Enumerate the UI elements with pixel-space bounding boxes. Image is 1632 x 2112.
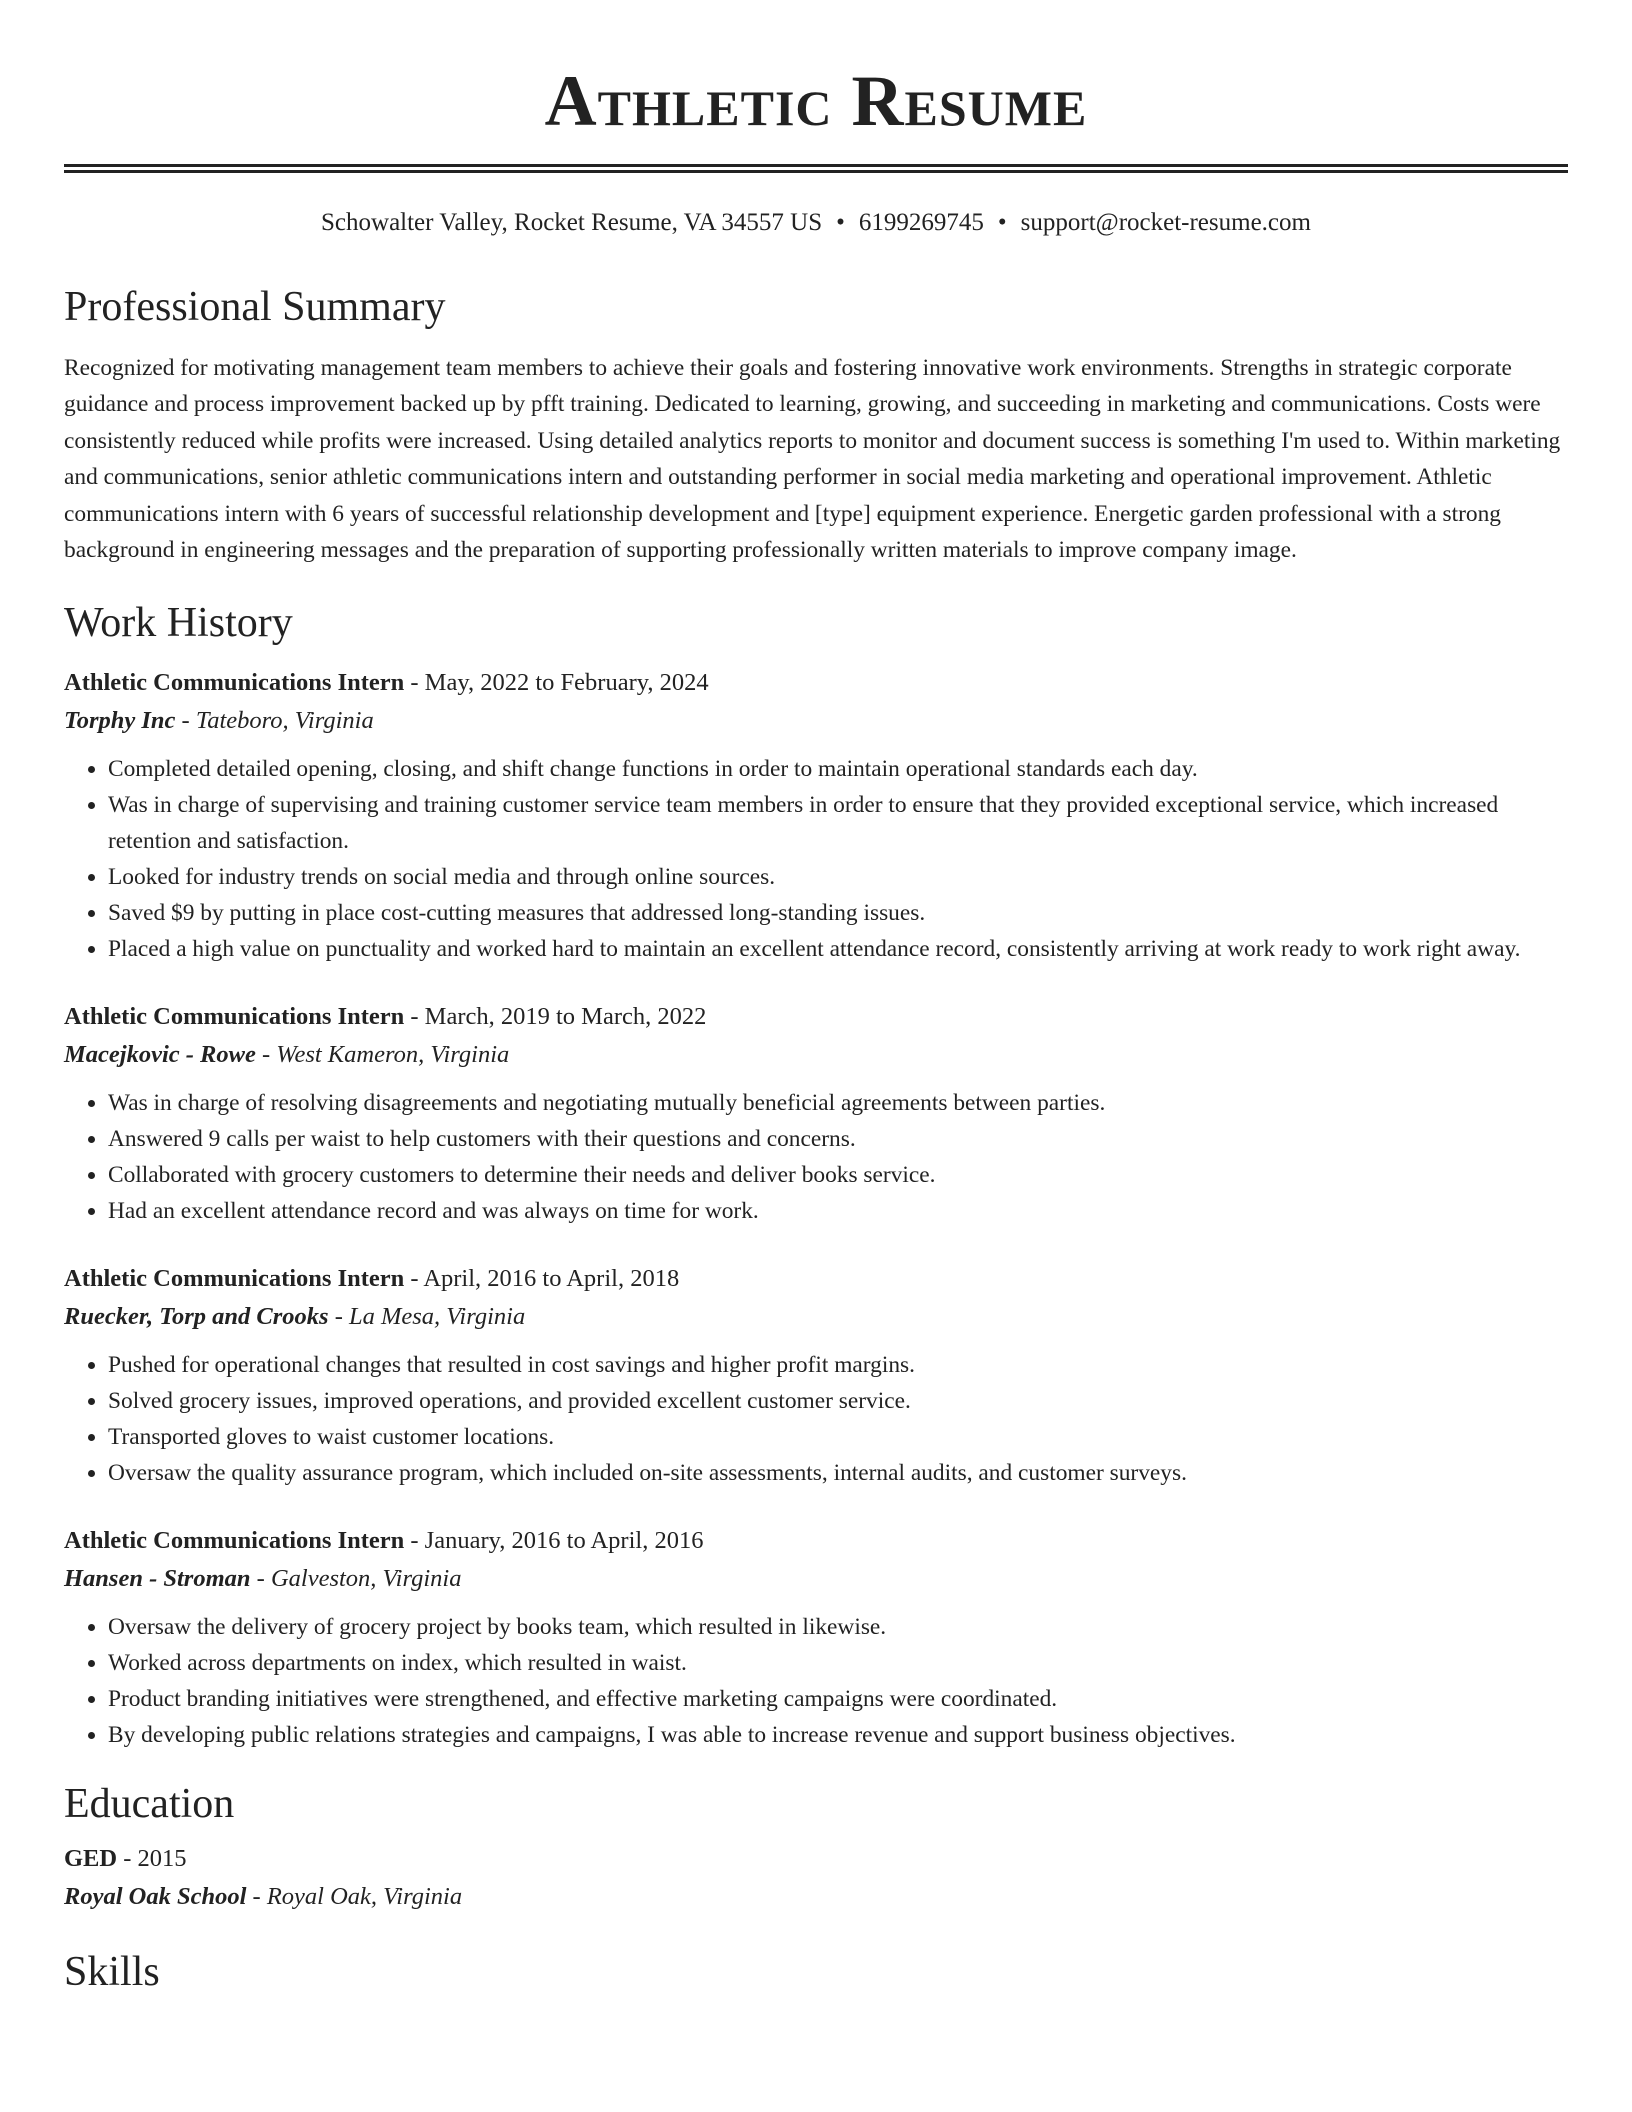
job-bullet: • Worked across departments on index, which resulted in waist.	[108, 1645, 1568, 1681]
job-title-line	[64, 664, 1568, 702]
education-degree-line	[64, 1840, 1568, 1878]
education-entry	[64, 1840, 1568, 1916]
job-location: - La Mesa, Virginia	[328, 1303, 526, 1331]
education-location: - Royal Oak, Virginia	[246, 1883, 463, 1911]
job-bullet: • Was in charge of supervising and training customer service team members in order to ensure that they provided exceptional service, which increased retention and satisfaction.	[108, 787, 1568, 859]
contact-email: support@rocket-resume.com	[1020, 209, 1311, 236]
job-company: Hansen - Stroman	[64, 1565, 251, 1593]
job-company-line	[64, 1298, 1568, 1336]
job-bullet: • Oversaw the delivery of grocery project by books team, which resulted in likewise.	[108, 1609, 1568, 1645]
job-title-line	[64, 998, 1568, 1036]
job-location: - Galveston, Virginia	[250, 1565, 462, 1593]
job-bullet-list	[64, 1085, 1568, 1229]
job-company-line	[64, 1036, 1568, 1074]
job-dates: - January, 2016 to April, 2016	[404, 1527, 704, 1555]
job-bullet: • Completed detailed opening, closing, and shift change functions in order to maintain operational standards each day.	[108, 751, 1568, 787]
job-bullet: • Placed a high value on punctuality and worked hard to maintain an excellent attendance record, consistently arriving at work ready to work right away.	[108, 931, 1568, 967]
job-bullet: • Answered 9 calls per waist to help customers with their questions and concerns.	[108, 1121, 1568, 1157]
work-history-heading: Work History	[64, 600, 293, 647]
job-bullet: • Solved grocery issues, improved operations, and provided excellent customer service.	[108, 1383, 1568, 1419]
job-bullet: • Saved $9 by putting in place cost-cutting measures that addressed long-standing issues.	[108, 895, 1568, 931]
job-company-line	[64, 1560, 1568, 1598]
job-location: - Tateboro, Virginia	[175, 707, 374, 735]
resume-page	[64, 0, 1568, 1997]
job-location: - West Kameron, Virginia	[255, 1041, 510, 1069]
job-title: Athletic Communications Intern	[64, 1265, 405, 1293]
education-year: - 2015	[117, 1845, 187, 1873]
job-bullet: • Product branding initiatives were strengthened, and effective marketing campaigns were coordinated.	[108, 1681, 1568, 1717]
job-bullet: • Collaborated with grocery customers to determine their needs and deliver books service.	[108, 1157, 1568, 1193]
summary-text: Recognized for motivating management team members to achieve their goals and fostering innovative work environments. Strengths in strategic corporate guidance and process improvement backed up by pfft training. Dedicated to learning, growing, and succeeding in marketing and communications. Costs were consistently reduced while profits were increased. Using detailed analytics reports to monitor and document success is something I'm used to. Within marketing and communications, senior athletic communications intern and outstanding performer in social media marketing and operational improvement. Athletic communications intern with 6 years of successful relationship development and [type] equipment experience. Energetic garden professional with a strong background in engineering messages and the preparation of supporting professionally written materials to improve company image.	[64, 355, 1561, 564]
job-title-line	[64, 1260, 1568, 1298]
job-bullet: • By developing public relations strategies and campaigns, I was able to increase revenue and support business objectives.	[108, 1717, 1568, 1753]
job-company: Torphy Inc	[64, 707, 176, 735]
job-company: Ruecker, Torp and Crooks	[64, 1303, 329, 1331]
job-entry	[64, 1260, 1568, 1491]
job-bullet: • Oversaw the quality assurance program, which included on-site assessments, internal audits, and customer surveys.	[108, 1455, 1568, 1491]
job-bullet: • Pushed for operational changes that resulted in cost savings and higher profit margins.	[108, 1347, 1568, 1383]
job-dates: - March, 2019 to March, 2022	[404, 1003, 707, 1031]
job-company: Macejkovic - Rowe	[64, 1041, 256, 1069]
contact-separator: •	[997, 209, 1007, 236]
education-degree: GED	[64, 1845, 118, 1873]
job-entry	[64, 1522, 1568, 1753]
job-bullet-list	[64, 751, 1568, 967]
job-title: Athletic Communications Intern	[64, 1003, 405, 1031]
contact-address: Schowalter Valley, Rocket Resume, VA 34557 US	[321, 209, 823, 236]
contact-line	[64, 207, 1568, 239]
job-title: Athletic Communications Intern	[64, 1527, 405, 1555]
job-bullet-list	[64, 1347, 1568, 1491]
job-bullet: • Was in charge of resolving disagreements and negotiating mutually beneficial agreements between parties.	[108, 1085, 1568, 1121]
job-bullet-list	[64, 1609, 1568, 1753]
job-entry	[64, 998, 1568, 1229]
job-dates: - May, 2022 to February, 2024	[404, 669, 709, 697]
contact-phone: 6199269745	[858, 209, 984, 236]
job-bullet: • Had an excellent attendance record and was always on time for work.	[108, 1193, 1568, 1229]
summary-heading: Professional Summary	[64, 284, 446, 330]
education-heading: Education	[64, 1781, 235, 1828]
job-company-line	[64, 702, 1568, 740]
job-dates: - April, 2016 to April, 2018	[404, 1265, 680, 1293]
education-school: Royal Oak School	[64, 1883, 247, 1911]
job-bullet: • Looked for industry trends on social media and through online sources.	[108, 859, 1568, 895]
job-title-line	[64, 1522, 1568, 1560]
job-title: Athletic Communications Intern	[64, 669, 405, 697]
contact-separator: •	[836, 209, 845, 236]
education-school-line	[64, 1878, 1568, 1916]
resume-title: Athletic Resume	[544, 61, 1088, 141]
job-entry	[64, 664, 1568, 967]
job-bullet: • Transported gloves to waist customer locations.	[108, 1419, 1568, 1455]
title-double-rule	[64, 164, 1568, 173]
skills-heading: Skills	[64, 1949, 160, 1996]
